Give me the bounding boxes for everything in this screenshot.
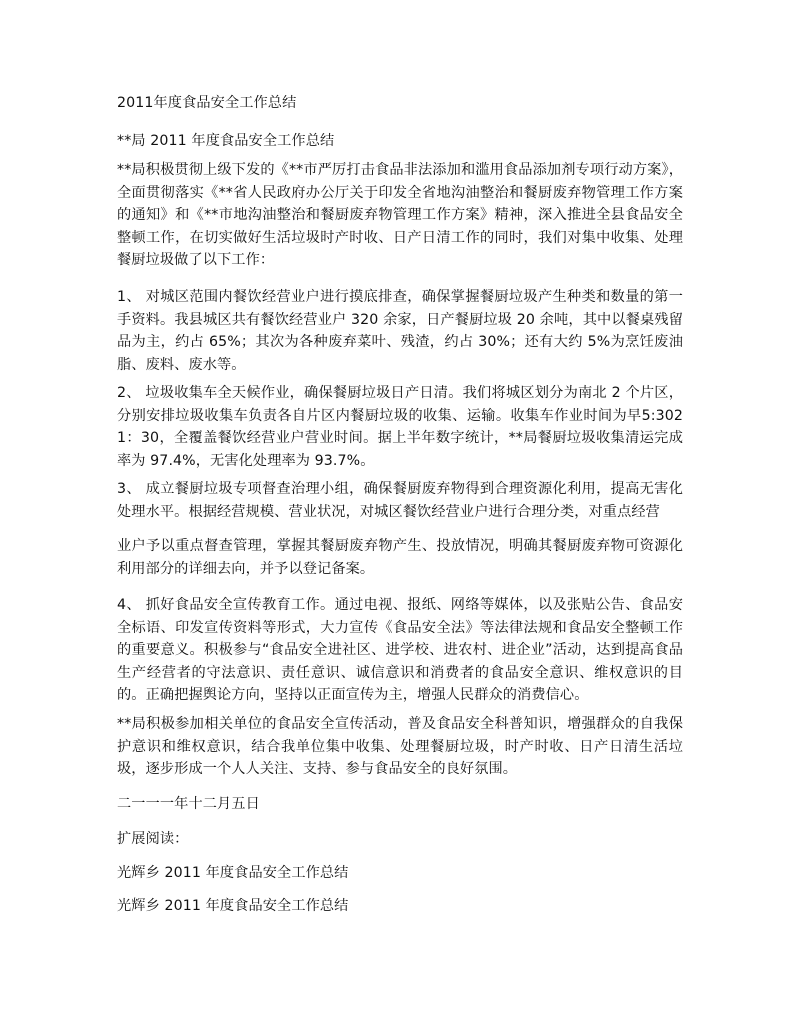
- document-date: 二一一一年十二月五日: [117, 796, 260, 812]
- extended-reading-link-2[interactable]: 光辉乡 2011 年度食品安全工作总结: [117, 898, 349, 914]
- extended-reading-link-1[interactable]: 光辉乡 2011 年度食品安全工作总结: [117, 865, 349, 881]
- item-3-paragraph-part-1: 3、 成立餐厨垃圾专项督查治理小组，确保餐厨废弃物得到合理资源化利用，提高无害化处理水平。根据经营规模、营业状况，对城区餐饮经营业户进行合理分类，对重点经营: [117, 481, 683, 520]
- document-subtitle: **局 2011 年度食品安全工作总结: [117, 133, 335, 149]
- closing-paragraph: **局积极参加相关单位的食品安全宣传活动，普及食品安全科普知识，增强群众的自我保护意识和维权意识，结合我单位集中收集、处理餐厨垃圾，时产时收、日产日清生活垃圾，逐步形成一个人人关注、支持、参与食品安全的良好氛围。: [117, 716, 683, 777]
- item-3-paragraph-part-2: 业户予以重点督查管理，掌握其餐厨废弃物产生、投放情况，明确其餐厨废弃物可资源化利用部分的详细去向，并予以登记备案。: [117, 538, 683, 577]
- document-title: 2011年度食品安全工作总结: [117, 95, 297, 111]
- intro-paragraph: **局积极贯彻上级下发的《**市严厉打击食品非法添加和滥用食品添加剂专项行动方案》，全面贯彻落实《**省人民政府办公厅关于印发全省地沟油整治和餐厨废弃物管理工作方案的通知》和《**市地沟油整治和餐厨废弃物管理工作方案》精神，深入推进全县食品安全整顿工作，在切实做好生活垃圾时产时收、日产日清工作的同时，我们对集中收集、处理餐厨垃圾做了以下工作：: [117, 162, 683, 268]
- extended-reading-label: 扩展阅读：: [117, 831, 189, 847]
- item-4-paragraph: 4、 抓好食品安全宣传教育工作。通过电视、报纸、网络等媒体，以及张贴公告、食品安全标语、印发宣传资料等形式，大力宣传《食品安全法》等法律法规和食品安全整顿工作的重要意义。积极参与“食品安全进社区、进学校、进农村、进企业”活动，达到提高食品生产经营者的守法意识、责任意识、诚信意识和消费者的食品安全意识、维权意识的目的。正确把握舆论方向，坚持以正面宣传为主，增强人民群众的消费信心。: [117, 597, 683, 703]
- item-1-paragraph: 1、 对城区范围内餐饮经营业户进行摸底排查，确保掌握餐厨垃圾产生种类和数量的第一手资料。我县城区共有餐饮经营业户 320 余家，日产餐厨垃圾 20 余吨，其中以餐桌残留品为主，约占 65%；其次为各种废弃菜叶、残渣，约占 30%；还有大约 5%为烹饪废油脂、废料、废水等。: [117, 289, 683, 373]
- item-2-paragraph: 2、 垃圾收集车全天候作业，确保餐厨垃圾日产日清。我们将城区划分为南北 2 个片区，分别安排垃圾收集车负责各自片区内餐厨垃圾的收集、运输。收集车作业时间为早5:3021：30，全覆盖餐饮经营业户营业时间。据上半年数字统计，**局餐厨垃圾收集清运完成率为 97.4%，无害化处理率为 93.7%。: [117, 385, 683, 469]
